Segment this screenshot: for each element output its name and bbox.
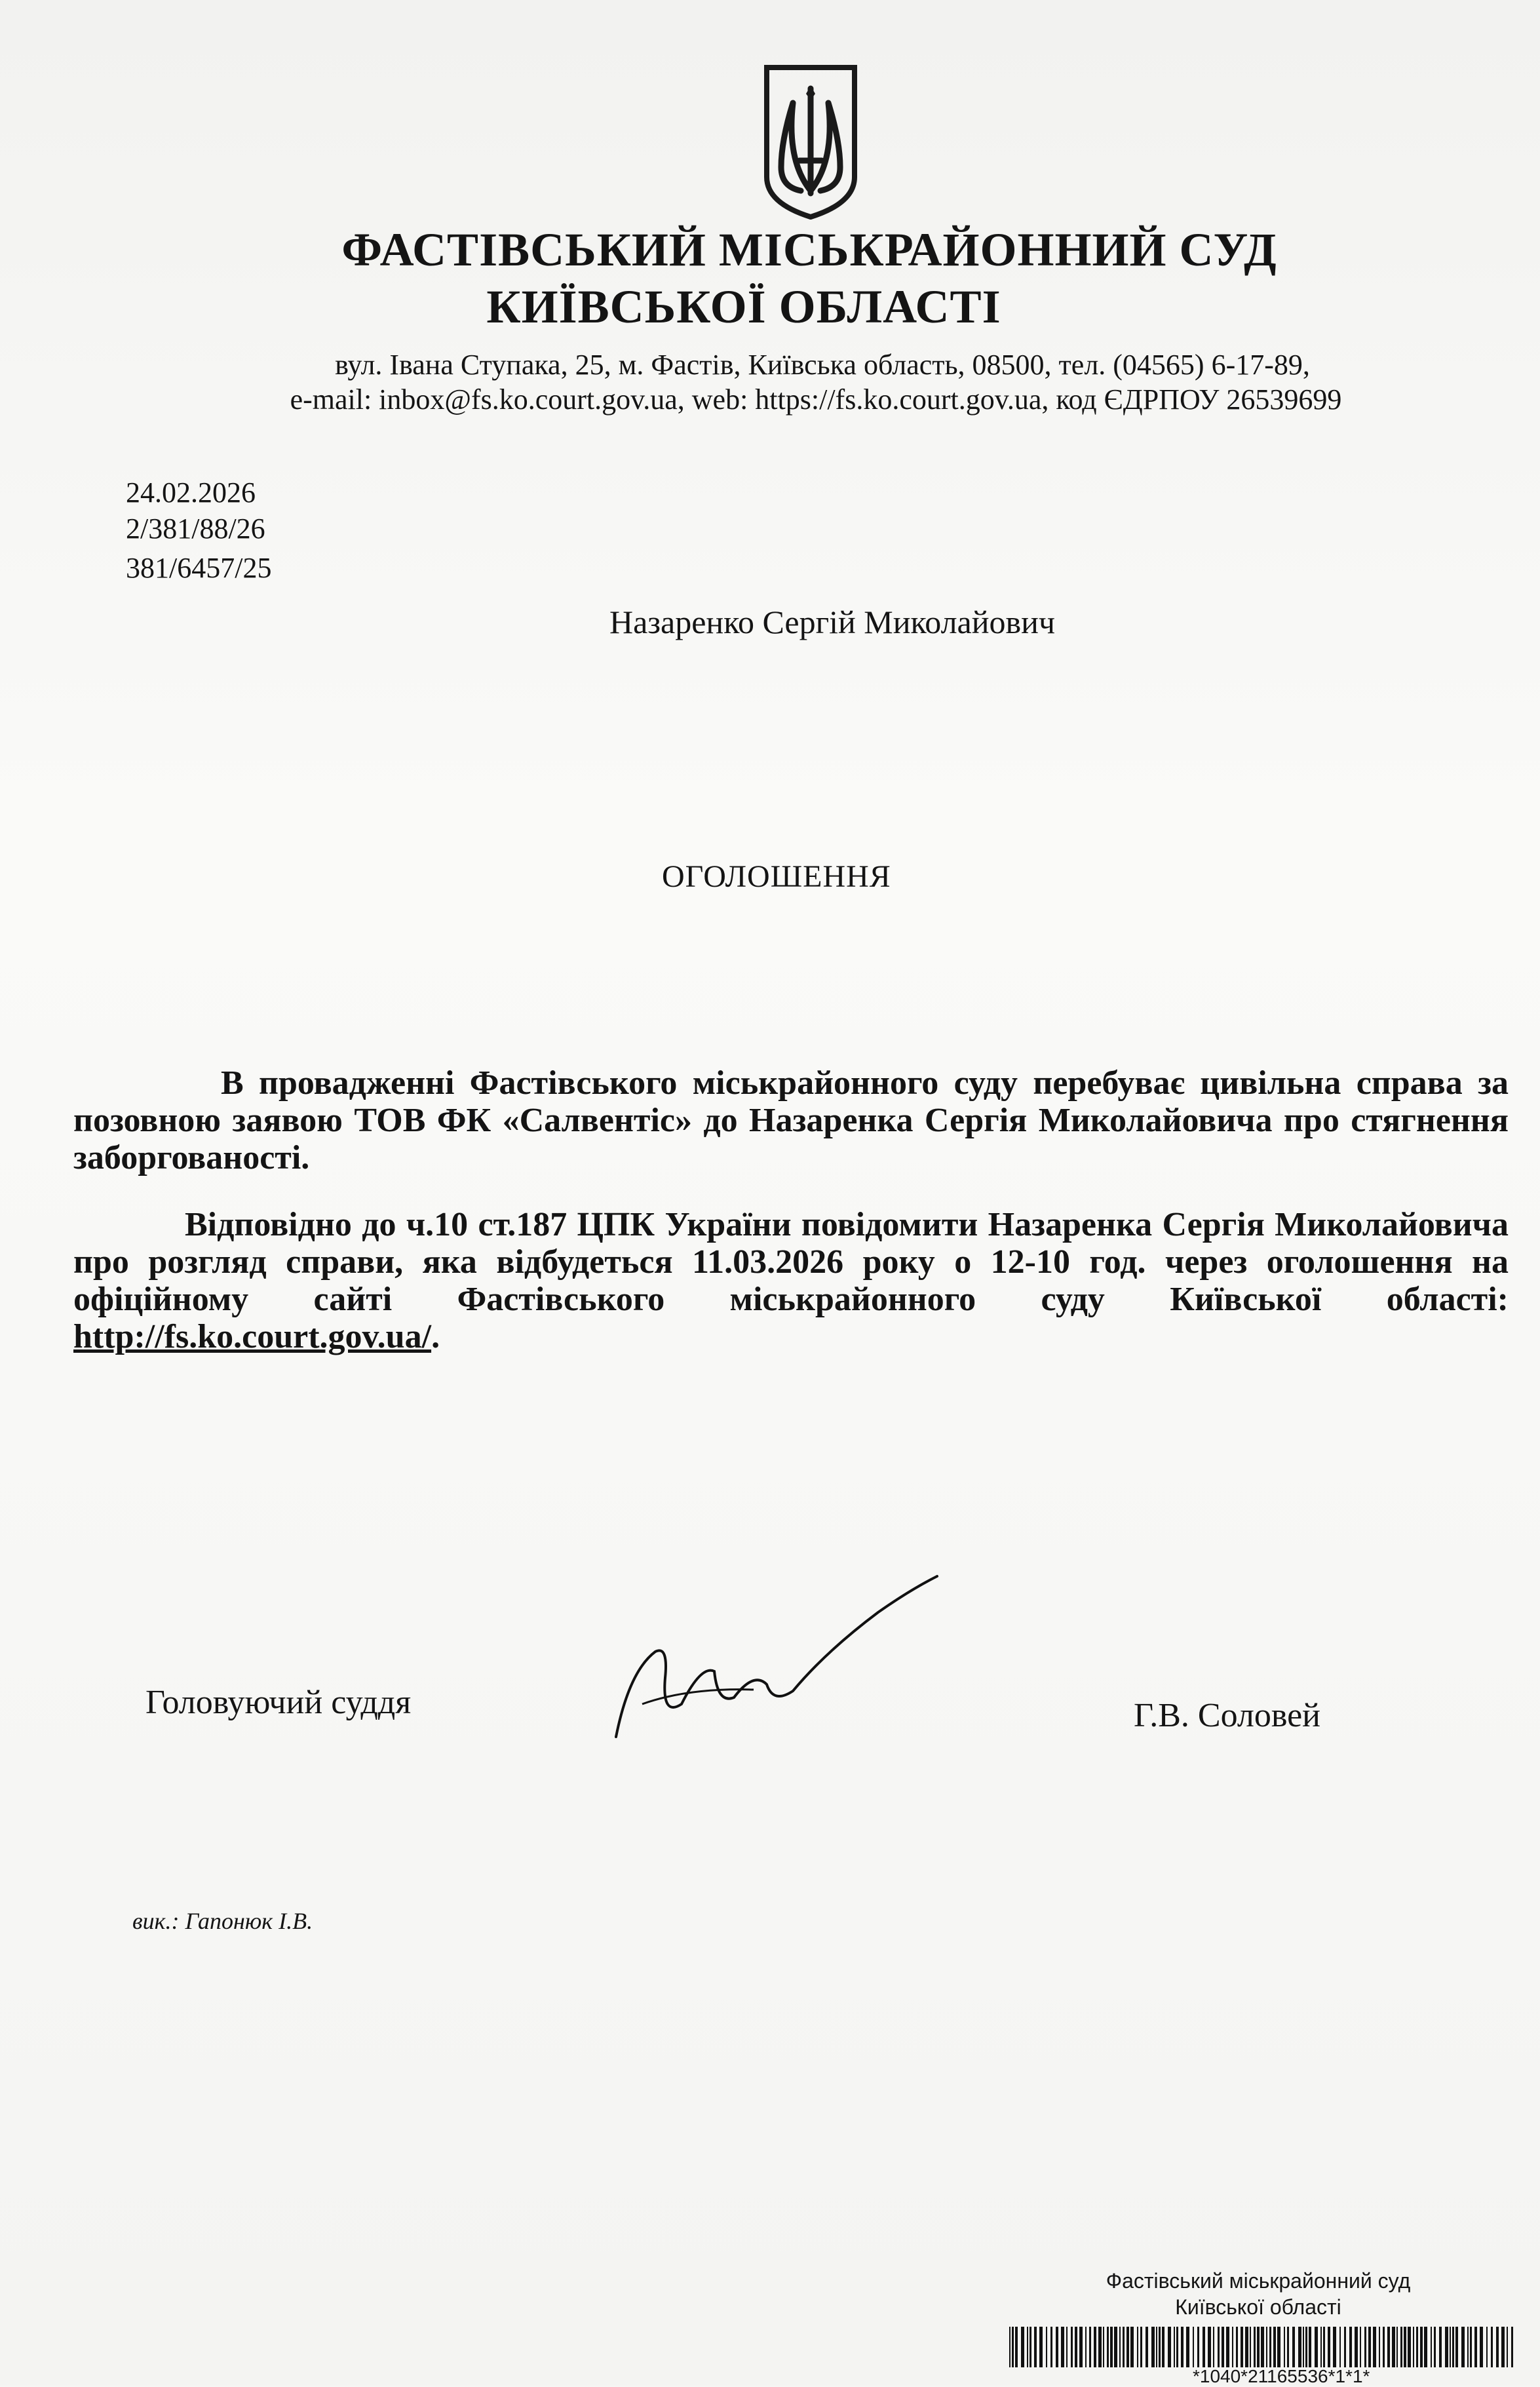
- barcode-bar: [1114, 2327, 1117, 2367]
- barcode-bar: [1309, 2327, 1311, 2367]
- barcode-bar: [1344, 2327, 1346, 2367]
- barcode-bar: [1445, 2327, 1448, 2367]
- barcode-bar: [1218, 2327, 1220, 2367]
- barcode-bar: [1486, 2327, 1488, 2367]
- barcode-bar: [1420, 2327, 1423, 2367]
- court-name-line2: КИЇВСЬКОЇ ОБЛАСТІ: [486, 281, 1001, 333]
- barcode-bar: [1470, 2327, 1472, 2367]
- barcode-bar: [1400, 2327, 1402, 2367]
- notice-heading: ОГОЛОШЕННЯ: [662, 859, 891, 894]
- barcode-bar: [1232, 2327, 1233, 2367]
- barcode-bar: [1511, 2327, 1513, 2367]
- barcode-bar: [1066, 2327, 1068, 2367]
- court-website-link[interactable]: http://fs.ko.court.gov.ua/: [73, 1318, 432, 1355]
- barcode-bar: [1039, 2327, 1043, 2367]
- barcode-bar: [1379, 2327, 1380, 2367]
- barcode-bar: [1467, 2327, 1469, 2367]
- recipient-name: Назаренко Сергій Миколайович: [609, 604, 1055, 640]
- barcode-bar: [1245, 2327, 1248, 2367]
- executor-note: вик.: Гапонюк І.В.: [132, 1908, 313, 1934]
- barcode-bar: [1107, 2327, 1109, 2367]
- handwritten-signature: [603, 1573, 944, 1756]
- barcode-bar: [1305, 2327, 1307, 2367]
- barcode-bar: [1236, 2327, 1238, 2367]
- barcode-bar: [1434, 2327, 1436, 2367]
- barcode-bar: [1098, 2327, 1102, 2367]
- barcode-bar: [1368, 2327, 1371, 2367]
- barcode-bar: [1050, 2327, 1052, 2367]
- barcode-bar: [1208, 2327, 1211, 2367]
- barcode-bar: [1349, 2327, 1352, 2367]
- barcode-bar: [1320, 2327, 1322, 2367]
- barcode-bar: [1061, 2327, 1064, 2367]
- barcode-bar: [1159, 2327, 1161, 2367]
- notice-paragraph-2-text: Відповідно до ч.10 ст.187 ЦПК України повідомити Назаренка Сергія Миколайовича про розгляд справи, яка відбудеться 11.03.2026 року о 12-10 год. через оголошення на офіційному сайті Фастівського міськрайонного суду Київської області:: [73, 1206, 1509, 1318]
- barcode-bar: [1151, 2327, 1155, 2367]
- barcode-bar: [1027, 2327, 1028, 2367]
- barcode-bar: [1292, 2327, 1295, 2367]
- barcode-bar: [1046, 2327, 1047, 2367]
- barcode-bar: [1277, 2327, 1280, 2367]
- barcode-bar: [1181, 2327, 1184, 2367]
- barcode-bar: [1416, 2327, 1418, 2367]
- barcode-bar: [1103, 2327, 1104, 2367]
- barcode-bar: [1156, 2327, 1157, 2367]
- barcode-bar: [1071, 2327, 1073, 2367]
- barcode-bar: [1193, 2327, 1194, 2367]
- barcode-bar: [1450, 2327, 1451, 2367]
- barcode-bar: [1056, 2327, 1058, 2367]
- barcode-bar: [1030, 2327, 1031, 2367]
- judge-name: Г.В. Соловей: [1134, 1697, 1320, 1734]
- barcode-bar: [1269, 2327, 1271, 2367]
- barcode-bar: [1439, 2327, 1442, 2367]
- barcode-bar: [1298, 2327, 1301, 2367]
- barcode: [1009, 2327, 1520, 2367]
- barcode-bar: [1094, 2327, 1096, 2367]
- barcode-bar: [1364, 2327, 1366, 2367]
- stamp-line-2: Київської області: [1175, 2295, 1341, 2319]
- barcode-bar: [1383, 2327, 1385, 2367]
- barcode-bar: [1431, 2327, 1432, 2367]
- barcode-bar: [1455, 2327, 1458, 2367]
- document-date: 24.02.2026: [126, 476, 256, 509]
- barcode-bar: [1222, 2327, 1224, 2367]
- barcode-bar: [1360, 2327, 1361, 2367]
- barcode-bar: [1491, 2327, 1493, 2367]
- barcode-bar: [1123, 2327, 1125, 2367]
- barcode-bar: [1034, 2327, 1037, 2367]
- barcode-bar: [1174, 2327, 1175, 2367]
- barcode-bar: [1226, 2327, 1229, 2367]
- barcode-bar: [1339, 2327, 1341, 2367]
- barcode-bar: [1110, 2327, 1113, 2367]
- barcode-bar: [1396, 2327, 1398, 2367]
- barcode-bar: [1140, 2327, 1142, 2367]
- barcode-bar: [1130, 2327, 1134, 2367]
- barcode-number: *1040*21165536*1*1*: [1193, 2366, 1370, 2386]
- barcode-bar: [1257, 2327, 1260, 2367]
- registration-stamp: [1009, 2268, 1507, 2320]
- barcode-bar: [1387, 2327, 1390, 2367]
- coat-of-arms-icon: [761, 62, 860, 220]
- barcode-bar: [1162, 2327, 1165, 2367]
- notice-paragraph-2-end: .: [431, 1318, 440, 1355]
- case-reference-1: 2/381/88/26: [126, 513, 265, 545]
- barcode-bar: [1075, 2327, 1077, 2367]
- barcode-bar: [1085, 2327, 1087, 2367]
- barcode-bar: [1323, 2327, 1325, 2367]
- barcode-bar: [1176, 2327, 1178, 2367]
- barcode-bar: [1168, 2327, 1171, 2367]
- barcode-bar: [1089, 2327, 1091, 2367]
- barcode-bar: [1501, 2327, 1505, 2367]
- barcode-bar: [1261, 2327, 1264, 2367]
- presiding-judge-label: Головуючий суддя: [145, 1684, 412, 1721]
- barcode-bar: [1496, 2327, 1499, 2367]
- barcode-bar: [1273, 2327, 1276, 2367]
- barcode-bar: [1197, 2327, 1199, 2367]
- barcode-bar: [1119, 2327, 1121, 2367]
- barcode-bar: [1250, 2327, 1251, 2367]
- barcode-bar: [1009, 2327, 1011, 2367]
- barcode-bar: [1507, 2327, 1508, 2367]
- barcode-bar: [1186, 2327, 1189, 2367]
- barcode-bar: [1254, 2327, 1256, 2367]
- barcode-bar: [1145, 2327, 1148, 2367]
- barcode-bar: [1126, 2327, 1129, 2367]
- barcode-bar: [1021, 2327, 1024, 2367]
- barcode-bar: [1328, 2327, 1330, 2367]
- barcode-bar: [1303, 2327, 1304, 2367]
- barcode-bar: [1287, 2327, 1289, 2367]
- case-reference-2: 381/6457/25: [126, 552, 272, 584]
- barcode-bar: [1203, 2327, 1205, 2367]
- stamp-line-1: Фастівський міськрайонний суд: [1106, 2269, 1411, 2293]
- barcode-bar: [1284, 2327, 1285, 2367]
- barcode-bar: [1424, 2327, 1427, 2367]
- barcode-bar: [1079, 2327, 1083, 2367]
- barcode-bar: [1474, 2327, 1477, 2367]
- court-address: вул. Івана Ступака, 25, м. Фастів, Київська область, 08500, тел. (04565) 6-17-89,: [335, 349, 1310, 381]
- court-name-line1: ФАСТІВСЬКИЙ МІСЬКРАЙОННИЙ СУД: [341, 223, 1277, 276]
- barcode-bar: [1333, 2327, 1336, 2367]
- notice-paragraph-2: [73, 1206, 1509, 1355]
- barcode-bar: [1404, 2327, 1406, 2367]
- barcode-bar: [1015, 2327, 1018, 2367]
- barcode-bar: [1413, 2327, 1414, 2367]
- barcode-bar: [1392, 2327, 1395, 2367]
- barcode-bar: [1355, 2327, 1358, 2367]
- notice-paragraph-1: В провадженні Фастівського міськрайонного суду перебуває цивільна справа за позовною заявою ТОВ ФК «Салвентіс» до Назаренка Сергія Миколайовича про стягнення заборгованості.: [73, 1064, 1509, 1176]
- barcode-bar: [1480, 2327, 1483, 2367]
- barcode-bar: [1266, 2327, 1267, 2367]
- barcode-bar: [1213, 2327, 1214, 2367]
- barcode-bar: [1012, 2327, 1014, 2367]
- court-contacts: e-mail: inbox@fs.ko.court.gov.ua, web: https://fs.ko.court.gov.ua, код ЄДРПОУ 26539699: [290, 383, 1342, 416]
- barcode-bar: [1315, 2327, 1318, 2367]
- barcode-bar: [1373, 2327, 1376, 2367]
- barcode-bar: [1452, 2327, 1454, 2367]
- barcode-bar: [1241, 2327, 1243, 2367]
- barcode-bar: [1137, 2327, 1138, 2367]
- barcode-bar: [1408, 2327, 1411, 2367]
- barcode-bar: [1461, 2327, 1465, 2367]
